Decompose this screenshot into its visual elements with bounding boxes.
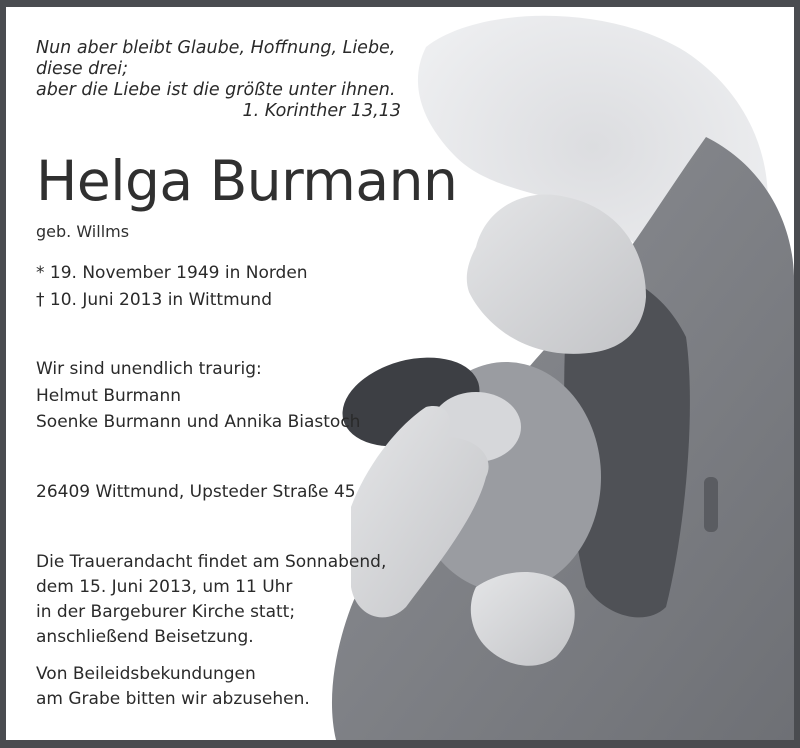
maiden-name: geb. Willms (36, 222, 130, 241)
service-line: anschließend Beisetzung. (36, 627, 254, 647)
service-line: Die Trauerandacht findet am Sonnabend, (36, 552, 387, 572)
service-line: in der Bargeburer Kirche statt; (36, 602, 296, 622)
bible-verse (36, 38, 401, 122)
birth-date: * 19. November 1949 in Norden (36, 263, 308, 283)
verse-line: Nun aber bleibt Glaube, Hoffnung, Liebe, (36, 38, 396, 58)
deceased-name: Helga Burmann (36, 149, 458, 213)
mourner-name: Helmut Burmann (36, 386, 182, 406)
mourner-name: Soenke Burmann und Annika Biastoch (36, 412, 361, 432)
zipper-pull (704, 477, 718, 532)
verse-reference: 1. Korinther 13,13 (242, 101, 401, 121)
family-address: 26409 Wittmund, Upsteder Straße 45 (36, 482, 356, 502)
condolence-line: Von Beileidsbekundungen (36, 664, 256, 684)
verse-line: aber die Liebe ist die größte unter ihnen. (36, 80, 396, 100)
service-line: dem 15. Juni 2013, um 11 Uhr (36, 577, 293, 597)
verse-line: diese drei; (36, 59, 129, 79)
death-date: † 10. Juni 2013 in Wittmund (36, 290, 272, 310)
condolence-line: am Grabe bitten wir abzusehen. (36, 689, 310, 709)
mourners-intro: Wir sind unendlich traurig: (36, 359, 262, 379)
